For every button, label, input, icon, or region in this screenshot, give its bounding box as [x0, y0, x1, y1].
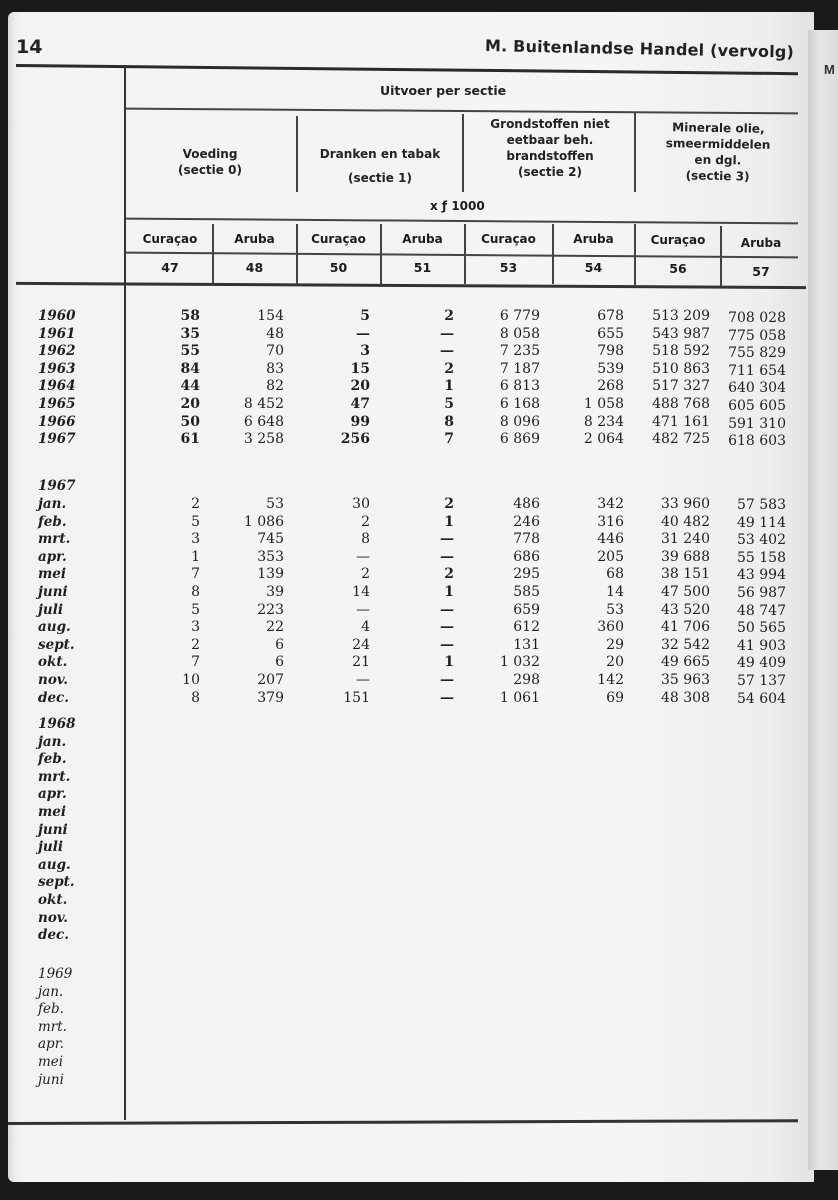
row-labels-1968: 1968 jan. feb. mrt. apr. mei juni juli aug. sept. okt. nov. dec.: [38, 716, 76, 944]
section-header-0: Voeding (sectie 0): [178, 147, 242, 177]
col-code: 50: [329, 260, 348, 275]
row-labels-1969: 1969 jan. feb. mrt. apr. mei juni: [38, 966, 73, 1088]
section-divider: [296, 116, 298, 192]
col-header: Aruba: [740, 236, 782, 250]
col-header: Aruba: [402, 232, 443, 246]
running-head: M. Buitenlandse Handel (vervolg): [484, 36, 795, 62]
col-48-1967: 53 1 086 745 353 139 39 223 22 6 6 207 379: [243, 496, 284, 706]
year-label-1967: 1967: [38, 478, 76, 494]
col-code: 57: [752, 264, 770, 279]
col-56-1967: 33 960 40 482 31 240 39 688 38 151 47 500 43 520 41 706 32 542 49 665 35 963 48 308: [661, 496, 710, 706]
section-header-2: Grondstoffen niet eetbaar beh. brandstoffen (sectie 2): [490, 117, 610, 179]
col-50-1967: 30 2 8 — 2 14 — 4 24 21 — 151: [343, 496, 370, 706]
col-code: 54: [584, 260, 603, 275]
col-code: 56: [669, 261, 687, 276]
page-number: 14: [16, 36, 43, 58]
col-47-1967: 2 5 3 1 7 8 5 3 2 7 10 8: [182, 496, 200, 706]
col-57-1967: 57 583 49 114 53 402 55 158 43 994 56 987 48 747 50 565 41 903 49 409 57 137 54 604: [737, 497, 786, 707]
row-labels-annual: 1960 1961 1962 1963 1964 1965 1966 1967: [38, 308, 76, 448]
col-51-1967: 2 1 — — 2 1 — — — 1 — —: [440, 496, 454, 706]
adjacent-page-mark: M: [824, 62, 835, 77]
section-header-3: Minerale olie, smeermiddelen en dgl. (sectie 3): [665, 120, 771, 184]
col-54-1967: 342 316 446 205 68 14 53 360 29 20 142 69: [597, 496, 624, 706]
col-code: 47: [161, 260, 179, 275]
stub-divider: [124, 66, 126, 1120]
row-labels-1967: jan. feb. mrt. apr. mei juni juli aug. sept. okt. nov. dec.: [38, 496, 75, 706]
section-header-1: Dranken en tabak (sectie 1): [319, 147, 441, 185]
col-header: Curaçao: [481, 232, 536, 246]
col-51-annual: 2 — — 2 1 5 8 7: [440, 308, 454, 448]
col-54-annual: 678 655 798 539 268 1 058 8 234 2 064: [583, 308, 624, 448]
col-header: Curaçao: [650, 233, 706, 247]
unit-label: x ƒ 1000: [430, 199, 485, 213]
col-53-annual: 6 779 8 058 7 235 7 187 6 813 6 168 8 096 6 869: [499, 308, 540, 448]
col-code: 51: [413, 260, 432, 275]
adjacent-page-edge: [808, 30, 838, 1170]
section-divider: [462, 114, 464, 192]
col-header: Aruba: [234, 232, 275, 246]
col-code: 53: [499, 260, 518, 275]
table-title: Uitvoer per sectie: [380, 83, 507, 98]
col-header: Curaçao: [142, 232, 198, 246]
col-header: Aruba: [573, 232, 614, 246]
col-53-1967: 486 246 778 686 295 585 659 612 131 1 032 298 1 061: [499, 496, 540, 706]
col-header: Curaçao: [311, 232, 366, 246]
col-50-annual: 5 — 3 15 20 47 99 256: [340, 308, 370, 448]
section-divider: [634, 112, 636, 192]
col-48-annual: 154 48 70 83 82 8 452 6 648 3 258: [243, 308, 284, 448]
col-56-annual: 513 209 543 987 518 592 510 863 517 327 488 768 471 161 482 725: [652, 308, 710, 448]
col-code: 48: [245, 260, 264, 275]
col-47-annual: 58 35 55 84 44 20 50 61: [180, 308, 200, 448]
col-57-annual: 708 028 775 058 755 829 711 654 640 304 605 605 591 310 618 603: [728, 310, 786, 450]
